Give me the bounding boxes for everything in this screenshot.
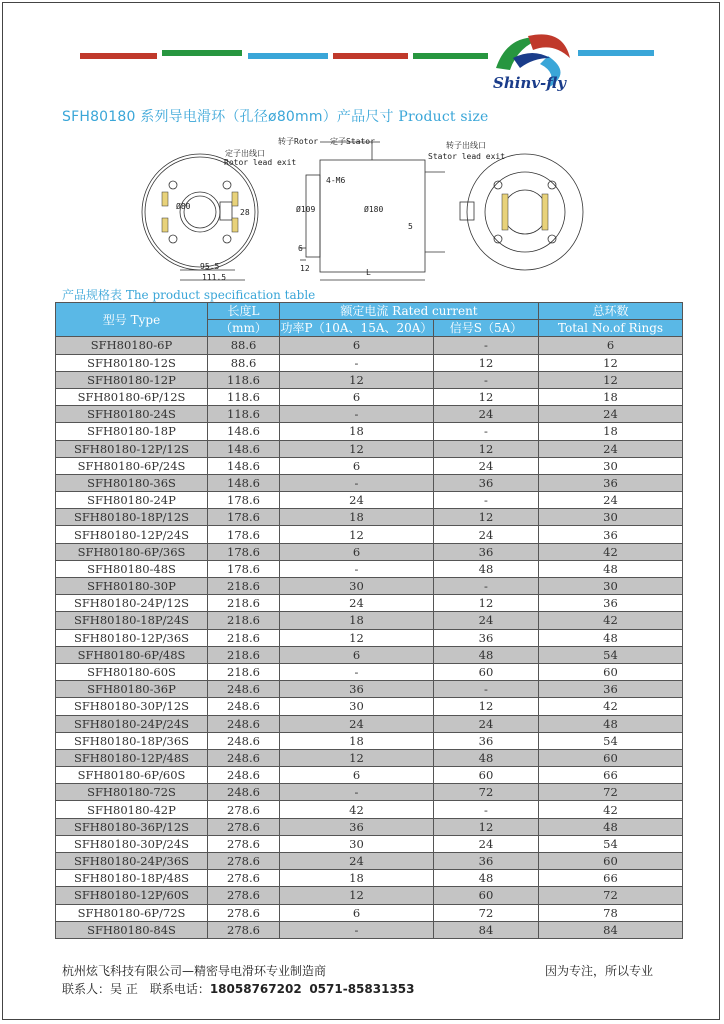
cell-power: 6 (280, 646, 434, 663)
cell-model: SFH80180-6P/12S (56, 388, 208, 405)
cell-length: 218.6 (208, 578, 280, 595)
cell-length: 118.6 (208, 388, 280, 405)
cell-power: 12 (280, 371, 434, 388)
table-row (56, 629, 683, 646)
cell-model: SFH80180-24P/24S (56, 715, 208, 732)
label-m6: 4-M6 (326, 176, 346, 185)
table-row (56, 749, 683, 766)
label-d111-5: 111.5 (202, 273, 227, 282)
cell-length: 278.6 (208, 801, 280, 818)
cell-rings: 42 (539, 698, 683, 715)
cell-rings: 54 (539, 732, 683, 749)
table-row (56, 492, 683, 509)
brand-logo-text: Shinv-fly (493, 74, 566, 92)
table-row (56, 354, 683, 371)
cell-length: 278.6 (208, 835, 280, 852)
cell-power: 18 (280, 612, 434, 629)
cell-signal: - (434, 492, 539, 509)
cell-length: 148.6 (208, 474, 280, 491)
table-row (56, 801, 683, 818)
cell-signal: - (434, 423, 539, 440)
label-d6: 6 (298, 244, 303, 253)
cell-model: SFH80180-12P/24S (56, 526, 208, 543)
cell-power: 12 (280, 887, 434, 904)
cell-model: SFH80180-12P/60S (56, 887, 208, 904)
cell-rings: 12 (539, 371, 683, 388)
table-row (56, 474, 683, 491)
cell-signal: 36 (434, 474, 539, 491)
cell-signal: 36 (434, 853, 539, 870)
header-rings-cn: 总环数 (539, 303, 683, 320)
table-row (56, 337, 683, 354)
header-model: 型号 Type (56, 303, 208, 337)
cell-rings: 48 (539, 715, 683, 732)
header-bar (333, 53, 408, 59)
header-length: 长度L (208, 303, 280, 320)
cell-length: 118.6 (208, 371, 280, 388)
cell-model: SFH80180-12P (56, 371, 208, 388)
title-cn: SFH80180 系列导电滑环（孔径ø80mm）产品尺寸 (62, 109, 394, 125)
cell-model: SFH80180-72S (56, 784, 208, 801)
cell-model: SFH80180-24P/36S (56, 853, 208, 870)
footer-company: 杭州炫飞科技有限公司—精密导电滑环专业制造商 (62, 964, 327, 978)
cell-model: SFH80180-18P/24S (56, 612, 208, 629)
cell-power: 18 (280, 870, 434, 887)
cell-rings: 36 (539, 595, 683, 612)
cell-length: 88.6 (208, 337, 280, 354)
cell-power: 24 (280, 595, 434, 612)
cell-signal: - (434, 337, 539, 354)
cell-signal: 24 (434, 835, 539, 852)
label-rotor-lead-exit-left: Rotor lead exit (224, 158, 297, 167)
cell-signal: 24 (434, 612, 539, 629)
table-row (56, 526, 683, 543)
cell-length: 178.6 (208, 492, 280, 509)
cell-power: 6 (280, 337, 434, 354)
header-bar (80, 53, 157, 59)
table-row (56, 818, 683, 835)
footer-slogan: 因为专注，所以专业 (545, 964, 654, 978)
table-row (56, 904, 683, 921)
table-row (56, 646, 683, 663)
table-row (56, 423, 683, 440)
cell-power: 30 (280, 835, 434, 852)
table-row (56, 767, 683, 784)
label-stator-lead-exit-left: 定子出线口 (225, 149, 265, 158)
cell-power: 6 (280, 904, 434, 921)
header-bar (578, 50, 654, 56)
cell-length: 248.6 (208, 749, 280, 766)
cell-signal: - (434, 371, 539, 388)
cell-length: 148.6 (208, 440, 280, 457)
cell-model: SFH80180-30P/24S (56, 835, 208, 852)
cell-rings: 42 (539, 612, 683, 629)
table-row (56, 887, 683, 904)
label-d180: Ø180 (364, 205, 384, 214)
table-row (56, 543, 683, 560)
cell-signal: 36 (434, 732, 539, 749)
cell-rings: 30 (539, 578, 683, 595)
cell-power: 24 (280, 853, 434, 870)
cell-power: - (280, 354, 434, 371)
cell-rings: 54 (539, 835, 683, 852)
cell-length: 218.6 (208, 595, 280, 612)
cell-rings: 66 (539, 870, 683, 887)
table-row (56, 681, 683, 698)
cell-model: SFH80180-12S (56, 354, 208, 371)
cell-signal: 12 (434, 354, 539, 371)
cell-model: SFH80180-24P/12S (56, 595, 208, 612)
cell-rings: 24 (539, 440, 683, 457)
cell-model: SFH80180-12P/12S (56, 440, 208, 457)
cell-length: 278.6 (208, 887, 280, 904)
cell-signal: 72 (434, 904, 539, 921)
cell-rings: 36 (539, 474, 683, 491)
cell-signal: 60 (434, 887, 539, 904)
label-rotor-top: 转子Rotor (278, 137, 319, 146)
cell-model: SFH80180-6P/24S (56, 457, 208, 474)
cell-rings: 12 (539, 354, 683, 371)
cell-power: - (280, 560, 434, 577)
cell-model: SFH80180-30P/12S (56, 698, 208, 715)
cell-rings: 6 (539, 337, 683, 354)
cell-model: SFH80180-48S (56, 560, 208, 577)
cell-model: SFH80180-12P/36S (56, 629, 208, 646)
cell-signal: 12 (434, 595, 539, 612)
cell-length: 248.6 (208, 784, 280, 801)
cell-model: SFH80180-12P/48S (56, 749, 208, 766)
header-bar (162, 50, 242, 56)
cell-power: - (280, 921, 434, 938)
table-row (56, 921, 683, 938)
cell-rings: 84 (539, 921, 683, 938)
table-row (56, 612, 683, 629)
cell-signal: 24 (434, 526, 539, 543)
cell-signal: 36 (434, 543, 539, 560)
cell-length: 178.6 (208, 509, 280, 526)
cell-length: 278.6 (208, 870, 280, 887)
cell-power: 24 (280, 492, 434, 509)
cell-model: SFH80180-36P/12S (56, 818, 208, 835)
cell-rings: 36 (539, 526, 683, 543)
header-rings-en: Total No.of Rings (539, 320, 683, 337)
table-row (56, 371, 683, 388)
cell-power: 6 (280, 543, 434, 560)
cell-length: 248.6 (208, 715, 280, 732)
cell-length: 248.6 (208, 732, 280, 749)
cell-rings: 42 (539, 801, 683, 818)
cell-model: SFH80180-18P (56, 423, 208, 440)
cell-power: 36 (280, 818, 434, 835)
cell-length: 278.6 (208, 921, 280, 938)
cell-signal: 60 (434, 663, 539, 680)
cell-rings: 24 (539, 406, 683, 423)
table-row (56, 870, 683, 887)
cell-length: 148.6 (208, 457, 280, 474)
label-d12: 12 (300, 264, 310, 273)
footer-contact-label: 联系人：吴 正 联系电话： (62, 982, 210, 996)
cell-signal: 24 (434, 715, 539, 732)
table-row (56, 388, 683, 405)
cell-power: 6 (280, 457, 434, 474)
cell-rings: 60 (539, 749, 683, 766)
cell-power: 42 (280, 801, 434, 818)
cell-model: SFH80180-36S (56, 474, 208, 491)
cell-rings: 42 (539, 543, 683, 560)
cell-model: SFH80180-6P/60S (56, 767, 208, 784)
table-row (56, 578, 683, 595)
cell-signal: 12 (434, 440, 539, 457)
cell-model: SFH80180-18P/36S (56, 732, 208, 749)
cell-length: 218.6 (208, 663, 280, 680)
table-row (56, 406, 683, 423)
table-row (56, 853, 683, 870)
label-dL: L (366, 268, 371, 277)
cell-model: SFH80180-24S (56, 406, 208, 423)
label-d5: 5 (408, 222, 413, 231)
cell-power: 18 (280, 732, 434, 749)
cell-power: 12 (280, 440, 434, 457)
label-stator-top: 定子Stator (330, 137, 375, 146)
cell-length: 88.6 (208, 354, 280, 371)
header-power: 功率P（10A、15A、20A） (280, 321, 433, 336)
cell-power: 6 (280, 388, 434, 405)
cell-length: 178.6 (208, 526, 280, 543)
label-d95-5: 95.5 (200, 262, 220, 271)
cell-signal: 60 (434, 767, 539, 784)
cell-signal: 36 (434, 629, 539, 646)
label-stator-lead-exit-right: Stator lead exit (428, 152, 506, 161)
table-row (56, 835, 683, 852)
header-bar (413, 53, 488, 59)
label-d109: Ø109 (296, 205, 316, 214)
cell-power: 18 (280, 509, 434, 526)
cell-signal: 12 (434, 509, 539, 526)
cell-signal: 24 (434, 457, 539, 474)
cell-rings: 24 (539, 492, 683, 509)
cell-model: SFH80180-6P/36S (56, 543, 208, 560)
footer-contact (62, 980, 415, 997)
cell-model: SFH80180-30P (56, 578, 208, 595)
cell-rings: 66 (539, 767, 683, 784)
cell-length: 178.6 (208, 560, 280, 577)
cell-model: SFH80180-6P (56, 337, 208, 354)
header-length-unit: （mm） (208, 320, 280, 337)
cell-rings: 48 (539, 818, 683, 835)
footer-phone-mobile: 18058767202 (209, 982, 302, 996)
cell-rings: 54 (539, 646, 683, 663)
table-row (56, 509, 683, 526)
cell-power: 36 (280, 681, 434, 698)
header-bar (248, 53, 328, 59)
cell-rings: 72 (539, 784, 683, 801)
cell-signal: 48 (434, 560, 539, 577)
table-row (56, 457, 683, 474)
cell-power: - (280, 784, 434, 801)
cell-model: SFH80180-60S (56, 663, 208, 680)
cell-length: 278.6 (208, 904, 280, 921)
cell-model: SFH80180-18P/12S (56, 509, 208, 526)
title-en: Product size (398, 109, 489, 125)
cell-rings: 48 (539, 560, 683, 577)
cell-power: - (280, 406, 434, 423)
cell-signal: - (434, 578, 539, 595)
cell-length: 278.6 (208, 853, 280, 870)
cell-power: 18 (280, 423, 434, 440)
cell-length: 218.6 (208, 612, 280, 629)
cell-length: 248.6 (208, 767, 280, 784)
cell-length: 118.6 (208, 406, 280, 423)
table-row (56, 560, 683, 577)
cell-power: 6 (280, 767, 434, 784)
table-row (56, 440, 683, 457)
cell-model: SFH80180-36P (56, 681, 208, 698)
cell-rings: 48 (539, 629, 683, 646)
label-d80: Ø80 (176, 202, 191, 211)
footer-phone-landline: 0571-85831353 (309, 982, 415, 996)
cell-rings: 30 (539, 457, 683, 474)
header-signal: 信号S（5A） (434, 320, 539, 337)
cell-rings: 36 (539, 681, 683, 698)
cell-model: SFH80180-6P/48S (56, 646, 208, 663)
cell-length: 248.6 (208, 681, 280, 698)
label-rotor-lead-exit-right: 转子出线口 (446, 141, 486, 150)
cell-signal: 48 (434, 646, 539, 663)
header-rated-current: 额定电流 Rated current (280, 303, 539, 320)
cell-model: SFH80180-18P/48S (56, 870, 208, 887)
cell-length: 248.6 (208, 698, 280, 715)
cell-signal: 72 (434, 784, 539, 801)
cell-model: SFH80180-42P (56, 801, 208, 818)
table-row (56, 663, 683, 680)
spec-table-caption: 产品规格表 The product specification table (62, 288, 316, 302)
spec-table (55, 302, 683, 939)
cell-model: SFH80180-84S (56, 921, 208, 938)
table-row (56, 732, 683, 749)
cell-rings: 60 (539, 663, 683, 680)
cell-power: 30 (280, 578, 434, 595)
cell-power: 12 (280, 526, 434, 543)
cell-signal: 12 (434, 818, 539, 835)
cell-length: 218.6 (208, 646, 280, 663)
cell-rings: 78 (539, 904, 683, 921)
cell-signal: - (434, 681, 539, 698)
cell-signal: 24 (434, 406, 539, 423)
cell-length: 218.6 (208, 629, 280, 646)
table-row (56, 595, 683, 612)
table-row (56, 698, 683, 715)
label-d28: 28 (240, 208, 250, 217)
cell-rings: 30 (539, 509, 683, 526)
cell-power: 12 (280, 749, 434, 766)
cell-rings: 60 (539, 853, 683, 870)
cell-signal: - (434, 801, 539, 818)
cell-rings: 18 (539, 423, 683, 440)
cell-signal: 84 (434, 921, 539, 938)
cell-power: - (280, 663, 434, 680)
cell-length: 178.6 (208, 543, 280, 560)
cell-model: SFH80180-6P/72S (56, 904, 208, 921)
cell-signal: 48 (434, 749, 539, 766)
cell-signal: 12 (434, 388, 539, 405)
cell-power: 12 (280, 629, 434, 646)
cell-length: 148.6 (208, 423, 280, 440)
cell-length: 278.6 (208, 818, 280, 835)
cell-signal: 48 (434, 870, 539, 887)
table-row (56, 784, 683, 801)
cell-rings: 72 (539, 887, 683, 904)
cell-power: 30 (280, 698, 434, 715)
cell-rings: 18 (539, 388, 683, 405)
table-row (56, 715, 683, 732)
cell-power: - (280, 474, 434, 491)
cell-model: SFH80180-24P (56, 492, 208, 509)
cell-power: 24 (280, 715, 434, 732)
page-title (62, 106, 489, 126)
cell-signal: 12 (434, 698, 539, 715)
